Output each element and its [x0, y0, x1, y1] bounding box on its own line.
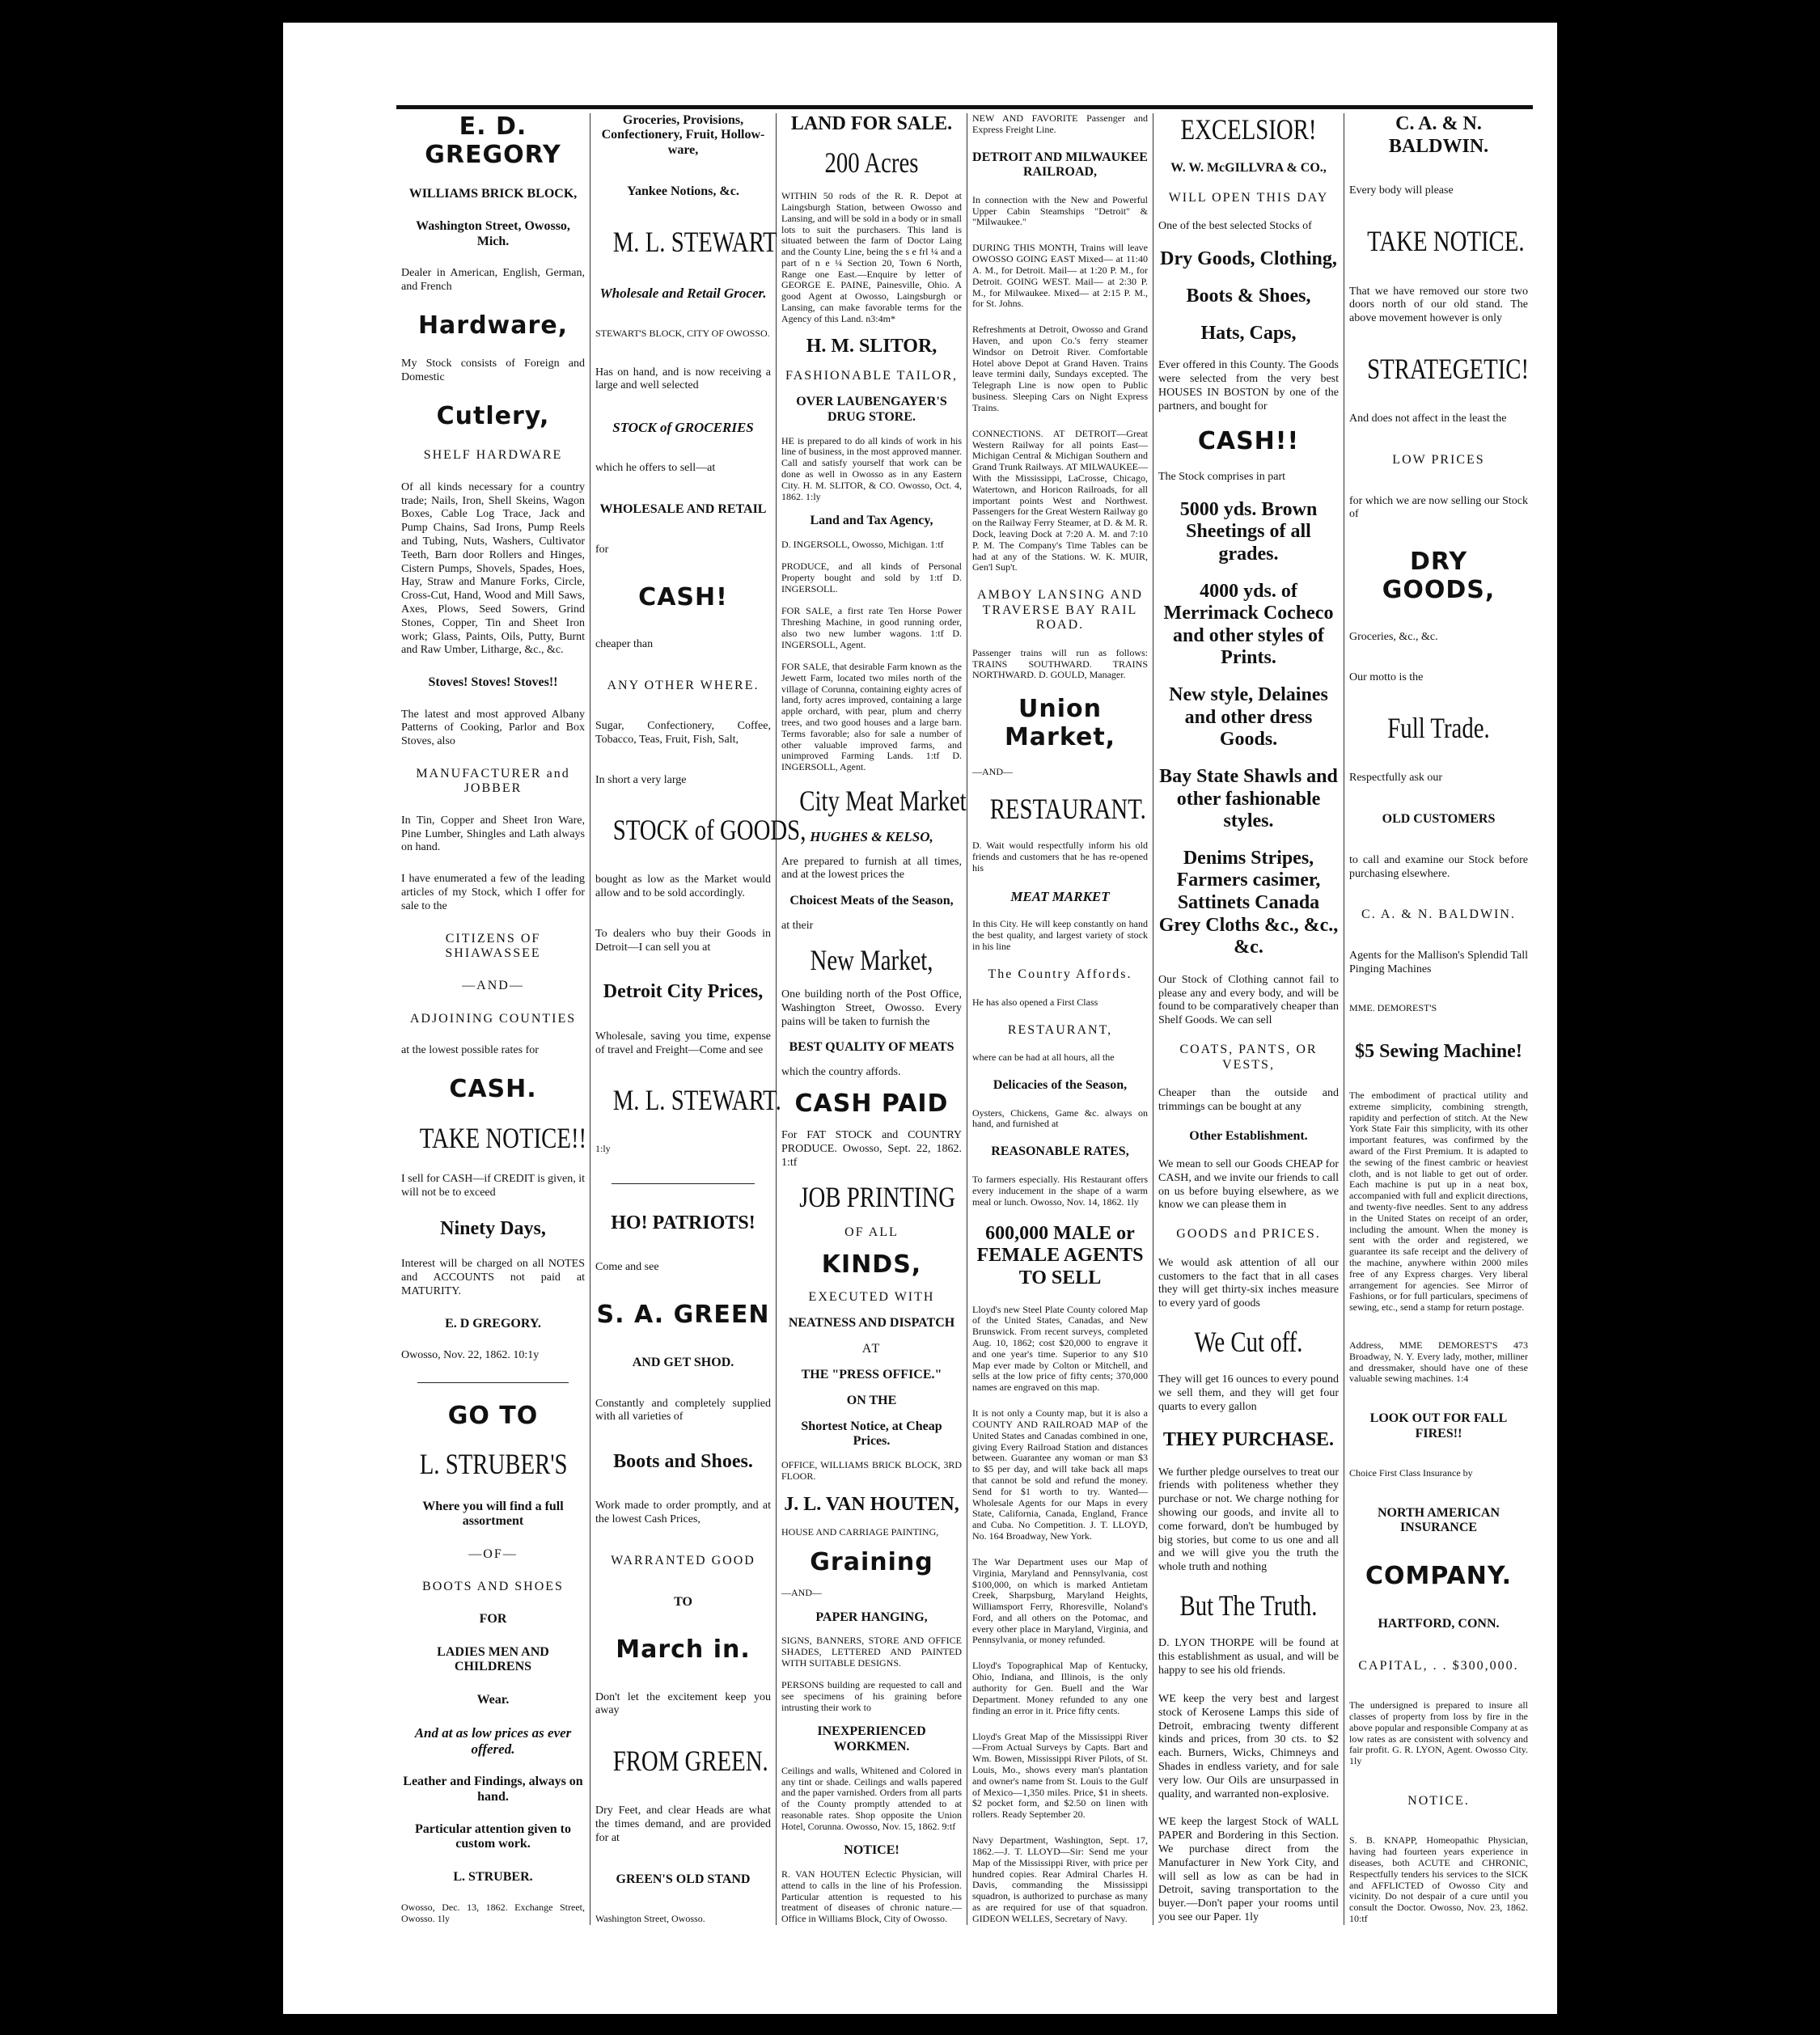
article-text: Passenger trains will run as follows: TRAINS SOUTHWARD. TRAINS NORTHWARD. D. GOULD, Manager.	[972, 646, 1148, 681]
ad-heading: E. D GREGORY.	[445, 1316, 541, 1331]
column-baldwin	[1344, 113, 1533, 1925]
ad-heading: EXCELSIOR!	[1180, 113, 1317, 146]
ad-heading: NORTH AMERICAN INSURANCE	[1378, 1505, 1500, 1535]
ad-heading: KINDS,	[821, 1250, 922, 1280]
ad-heading: ON THE	[846, 1394, 897, 1408]
ad-heading: New style, Delaines and other dress Goods.	[1169, 684, 1328, 751]
article-text: PERSONS building are requested to call and see specimens of his graining before intrusting their work to	[781, 1679, 962, 1714]
ad-heading: SHELF HARDWARE	[423, 448, 563, 463]
article-text: SIGNS, BANNERS, STORE AND OFFICE SHADES, LETTERED AND PAINTED WITH SUITABLE DESIGNS.	[781, 1635, 962, 1669]
ad-heading: LAND FOR SALE.	[790, 113, 953, 134]
article-text: Groceries, &c., &c.	[1349, 631, 1438, 644]
article-text: WE keep the largest Stock of WALL PAPER and Bordering in this Section. We purchase direct from the Manufacturer in New York City, and will sell as low as can be had in Detroit, saving transportation to the buyer.—Don't paper your rooms until you see our Paper. 1ly	[1158, 1816, 1339, 1923]
ad-heading: Bay State Shawls and other fashionable styles.	[1159, 765, 1338, 832]
article-text: Owosso, Dec. 13, 1862. Exchange Street, Owosso. 1ly	[401, 1902, 585, 1924]
article-text: Wholesale, saving you time, expense of travel and Freight—Come and see	[595, 1030, 771, 1056]
article-text: Every body will please	[1349, 184, 1454, 197]
article-text: He has also opened a First Class	[972, 996, 1098, 1008]
ad-heading: NOTICE.	[1407, 1793, 1470, 1808]
article-text: which he offers to sell—at	[595, 462, 716, 475]
ad-heading: Hardware,	[417, 311, 569, 340]
ad-heading: GO TO	[447, 1401, 539, 1430]
article-text: Agents for the Mallison's Splendid Tall Pinging Machines	[1349, 949, 1528, 975]
ad-heading: LOW PRICES	[1392, 453, 1485, 468]
article-text: D. Wait would respectfully inform his old friends and customers that he has re-opened his	[972, 840, 1148, 874]
ad-heading: Particular attention given to custom work.	[414, 1821, 571, 1851]
article-text: One building north of the Post Office, Washington Street, Owosso. Every pains will be taken to furnish the	[781, 988, 962, 1028]
ad-heading: Land and Tax Agency,	[810, 514, 933, 528]
article-text: DURING THIS MONTH, Trains will leave OWOSSO GOING EAST Mixed— at 11:40 A. M., for Detroit. Mail— at 1:20 P. M., for Detroit. GOING WEST. Mail— at 2:30 P. M., for Milwaukee. Mixed— at 2:15 P. M., for St. Johns.	[972, 242, 1148, 310]
article-text: PRODUCE, and all kinds of Personal Property bought and sold by 1:tf D. INGERSOLL.	[781, 561, 962, 594]
article-text: Has on hand, and is now receiving a large and well selected	[595, 366, 771, 392]
ad-heading: GOODS and PRICES.	[1176, 1227, 1321, 1242]
ad-heading: 200 Acres	[824, 146, 919, 180]
article-text: which the country affords.	[781, 1065, 901, 1078]
column-railroad	[967, 113, 1153, 1925]
article-text: Lloyd's Great Map of the Mississippi River—From Actual Surveys by Capts. Bart and Wm. Bowen, Mississippi River Pilots, of St. Louis, Mo., shows every man's plantation and owner's name from St. Louis to the Gulf of Mexico—1,350 miles. Price, $1 in sheets. $2 pocket form, and $2.50 on linen with rollers. Ready September 20.	[972, 1730, 1148, 1821]
ad-heading: Cutlery,	[436, 401, 550, 430]
article-text: WE keep the very best and largest stock of Kerosene Lamps this side of Detroit, embracing twenty different kinds and prices, from 30 cts. to $2 each. Burners, Wicks, Chimneys and Shades in endless variety, and for sale very low. Our Oils are unsurpassed in quality, and warranted non-explosive.	[1158, 1692, 1339, 1800]
article-text: Lloyd's new Steel Plate County colored Map of the United States, Canadas, and New Brunswick. From recent surveys, completed Aug. 10, 1862; cost $20,000 to engrave it and one year's time. Superior to any $10 Map ever made by Colton or Mitchell, and sells at the low price of fifty cents; 370,000 names are engraved on this map.	[972, 1303, 1148, 1394]
ad-heading: CASH!	[638, 582, 728, 611]
article-text: Owosso, Nov. 22, 1862. 10:1y	[401, 1349, 540, 1362]
ad-heading: THEY PURCHASE.	[1162, 1428, 1335, 1450]
article-text: We mean to sell our Goods CHEAP for CASH, and we invite our friends to call on us before buying elsewhere, as we know we can please them in	[1158, 1158, 1339, 1212]
article-text: Washington Street, Owosso.	[595, 1912, 705, 1924]
article-text: Ceilings and walls, Whitened and Colored in any tint or shade. Ceilings and walls papered and the paper varnished. Orders from all parts of the County promptly attended to at reasonable rates. Shop opposite the Union Hotel, Corunna. Owosso, Nov. 15, 1862. 9:tf	[781, 1764, 962, 1832]
ad-heading: Graining	[810, 1548, 933, 1577]
article-text: —AND—	[972, 765, 1013, 777]
article-text: NEW AND FAVORITE Passenger and Express Freight Line.	[972, 112, 1148, 135]
article-text: In connection with the New and Powerful Upper Cabin Steamships "Detroit" & "Milwaukee."	[972, 193, 1148, 228]
article-text: CONNECTIONS. AT DETROIT—Great Western Railway for all points East—Michigan Central & Michigan Southern and Grand Trunk Railways. AT MILWAUKEE—With the Mississippi, LaCrosse, Chicago, Watertown, and Horicon Railroads, for all important points West and Northwest. Passengers for the Great Western Railway go on the Railway Ferry Steamer, at D. & M. R. Dock, leaving Dock at 7:20 A. M. and 7:10 P. M. The Company's Time Tables can be had at any of the Stations. W. K. MUIR, Gen'l Sup't.	[972, 427, 1148, 573]
article-text: Don't let the excitement keep you away	[595, 1690, 771, 1717]
ad-heading: LOOK OUT FOR FALL FIRES!!	[1369, 1411, 1508, 1441]
article-text: Oysters, Chickens, Game &c. always on hand, and furnished at	[972, 1106, 1148, 1130]
ad-heading: CASH.	[449, 1075, 537, 1104]
ad-heading: New Market,	[810, 944, 933, 977]
ad-heading: INEXPERIENCED WORKMEN.	[817, 1724, 926, 1754]
ad-heading: Detroit City Prices,	[603, 981, 764, 1003]
ad-heading: AND GET SHOD.	[632, 1356, 734, 1370]
ad-heading: Groceries, Provisions, Confectionery, Fruit, Hollow-ware,	[601, 113, 765, 157]
article-text: HE is prepared to do all kinds of work in his line of business, in the most approved manner. Call and satisfy yourself that work can be done as well in Owosso as in any Eastern City. H. M. SLITOR, & CO. Owosso, Oct. 4, 1862. 1:ly	[781, 434, 962, 502]
ad-heading: Shortest Notice, at Cheap Prices.	[801, 1419, 942, 1449]
ad-heading: March in.	[616, 1635, 751, 1665]
ad-heading: ADJOINING COUNTIES	[409, 1011, 577, 1026]
article-text: for	[595, 544, 609, 556]
ad-heading: STOCK of GROCERIES	[612, 419, 754, 435]
article-text: For FAT STOCK and COUNTRY PRODUCE. Owosso, Sept. 22, 1862. 1:tf	[781, 1129, 962, 1169]
article-text: To dealers who buy their Goods in Detroit—I can sell you at	[595, 927, 771, 954]
article-text: We further pledge ourselves to treat our friends with politeness whether they purchase or not. We charge nothing for showing our goods, and invite all to come forward, don't be humbuged by big stories, but come to us one and all and we will give you the truth the whole truth and nothing	[1158, 1466, 1339, 1574]
ad-heading: Where you will find a full assortment	[422, 1499, 564, 1529]
ad-heading: J. L. VAN HOUTEN,	[784, 1493, 959, 1515]
article-text: D. LYON THORPE will be found at this establishment as usual, and will be happy to see his old friends.	[1158, 1637, 1339, 1678]
ad-heading: 4000 yds. of Merrimack Cocheco and other styles of Prints.	[1163, 580, 1334, 669]
divider	[417, 1382, 569, 1383]
ad-heading: PAPER HANGING,	[815, 1610, 928, 1624]
article-text: to call and examine our Stock before purchasing elsewhere.	[1349, 853, 1528, 880]
article-text: The embodiment of practical utility and extreme simplicity, combining strength, rapidity and perfection of stitch. At the New York State Fair this simplicity, with its other important features, was confirmed by the award of the First Premium. It is adapted to the sewing of the finest cambric or heaviest cloth, and is not liable to get out of order. Each machine is put up in a neat box, accompanied with full and explicit directions, and twenty-five needles. Sent to any address in the United States on receipt of an order, including the amount. When the money is sent with the order and registered, we guarantee its safe receipt and the delivery of the machine, anywhere within 2000 miles free of any Express charges. Very liberal arrangement for agencies. See Mirror of Fashions, or for full particulars, specimens of sewing, etc., send a stamp for return postage.	[1349, 1089, 1528, 1314]
ad-heading: HO! PATRIOTS!	[611, 1212, 756, 1233]
ad-heading: C. A. & N. BALDWIN.	[1388, 113, 1489, 157]
article-text: The Stock comprises in part	[1158, 471, 1286, 483]
article-text: They will get 16 ounces to every pound we sell them, and they will get four quarts to every gallon	[1158, 1373, 1339, 1414]
ad-heading: CASH PAID	[794, 1089, 949, 1119]
article-text: STEWART'S BLOCK, CITY OF OWOSSO.	[595, 327, 770, 339]
article-text: Dry Feet, and clear Heads are what the times demand, and are provided for at	[595, 1804, 771, 1844]
ad-heading: M. L. STEWART	[612, 226, 777, 259]
article-text: Cheaper than the outside and trimmings can be bought at any	[1158, 1086, 1339, 1113]
ad-heading: —AND—	[462, 979, 524, 993]
ad-heading: H. M. SLITOR,	[806, 336, 938, 358]
ad-heading: 600,000 MALE or FEMALE AGENTS TO SELL	[976, 1222, 1144, 1288]
column-land-for-sale	[777, 113, 967, 1925]
ad-heading: Stoves! Stoves! Stoves!!	[428, 675, 558, 690]
article-text: The undersigned is prepared to insure all classes of property from loss by fire in the above popular and responsible Company at as low rates as are consistent with solvency and fair profit. G. R. LYON, Agent. Owosso City. 1ly	[1349, 1699, 1528, 1767]
article-text: The War Department uses our Map of Virginia, Maryland and Pennsylvania, cost $100,000, on which is marked Antietam Creek, Sharpsburg, Maryland Heights, Williamsport Ferry, Rhoresville, Noland's Ford, and all others on the Potomac, and every other place in Maryland, Virginia, and Pennsylvania, or money refunded.	[972, 1555, 1148, 1646]
article-text: S. B. KNAPP, Homeopathic Physician, having had fourteen years experience in diseases, both ACUTE and CHRONIC, Respectfully tenders his services to the SICK and AFFLICTED of Owosso City and vicinity. Do not despair of a cure until you consult the Doctor. Owosso, Nov. 23, 1862. 10:tf	[1349, 1834, 1528, 1924]
ad-heading: Choicest Meats of the Season,	[789, 893, 954, 908]
ad-heading: MEAT MARKET	[1010, 888, 1110, 904]
ad-heading: Denims Stripes, Farmers casimer, Sattinets Canada Grey Cloths &c., &c., &c.	[1158, 847, 1339, 958]
article-text: In Tin, Copper and Sheet Iron Ware, Pine Lumber, Shingles and Lath always on hand.	[401, 814, 585, 854]
article-text: cheaper than	[595, 638, 654, 651]
ad-heading: Leather and Findings, always on hand.	[403, 1775, 583, 1804]
article-text: Respectfully ask our	[1349, 772, 1443, 785]
ad-heading: RESTAURANT,	[1007, 1022, 1113, 1037]
ad-heading: Delicacies of the Season,	[993, 1078, 1128, 1093]
ad-heading: TAKE NOTICE!!	[419, 1121, 587, 1154]
ad-heading: DRY GOODS,	[1382, 548, 1496, 604]
article-text: Dealer in American, English, German, and French	[401, 267, 585, 294]
ad-heading: W. W. McGILLVRA & CO.,	[1170, 161, 1327, 176]
ad-heading: Washington Street, Owosso, Mich.	[416, 219, 570, 248]
ad-heading: Boots & Shoes,	[1186, 285, 1311, 307]
top-rule	[396, 105, 1533, 109]
ad-heading: AMBOY LANSING AND TRAVERSE BAY RAIL ROAD.	[977, 588, 1143, 632]
article-text: WITHIN 50 rods of the R. R. Depot at Laingsburgh Station, between Owosso and Lansing, and will be sold in a body or in small lots to suit the purchasers. This land is situated between the farm of Doctor Laing and the County Line, being the s e frl ¼ and a part of n e ¼ Section 20, Town 6 North, Range one East.—Enquire by letter of GEORGE E. PAINE, Painesville, Ohio. A good Agent at Owosso, Laingsburgh or Lansing, can make favorable terms for the Agency of this Land. n3:4m*	[781, 190, 962, 324]
ad-heading: —OF—	[468, 1546, 518, 1561]
ad-heading: E. D. GREGORY	[425, 112, 561, 169]
article-text: Ever offered in this County. The Goods were selected from the very best HOUSES IN BOSTON by one of the partners, and bought for	[1158, 359, 1339, 412]
article-text: MME. DEMOREST'S	[1349, 1002, 1437, 1014]
article-text: In this City. He will keep constantly on hand the best quality, and largest variety of stock in his line	[972, 918, 1148, 952]
article-text: We would ask attention of all our customers to the fact that in all cases they will get thirty-six inches measure to every yard of goods	[1158, 1256, 1339, 1310]
article-text: Choice First Class Insurance by	[1349, 1467, 1473, 1479]
ad-heading: HARTFORD, CONN.	[1378, 1617, 1500, 1631]
ad-heading: CASH!!	[1197, 427, 1300, 456]
ad-heading: Yankee Notions, &c.	[627, 184, 739, 199]
ad-heading: THE "PRESS OFFICE."	[801, 1368, 942, 1382]
ad-heading: LADIES MEN AND CHILDRENS	[437, 1644, 549, 1674]
ad-heading: WILL OPEN THIS DAY	[1168, 190, 1329, 205]
ad-heading: CAPITAL, . . $300,000.	[1358, 1658, 1519, 1673]
ad-heading: Hats, Caps,	[1200, 322, 1297, 344]
ad-heading: And at as low prices as ever offered.	[414, 1725, 572, 1757]
article-text: Address, MME DEMOREST'S 473 Broadway, N. Y. Every lady, mother, milliner and dressmaker, should have one of these valuable sewing machines. 1:4	[1349, 1339, 1528, 1385]
article-text: And does not affect in the least the	[1349, 412, 1507, 425]
ad-heading: DETROIT AND MILWAUKEE RAILROAD,	[972, 150, 1148, 180]
ad-heading: JOB PRINTING	[799, 1181, 956, 1214]
ad-heading: TO	[674, 1595, 692, 1610]
ad-heading: NOTICE!	[844, 1843, 899, 1858]
article-text: HOUSE AND CARRIAGE PAINTING,	[781, 1525, 939, 1538]
ad-heading: MANUFACTURER and JOBBER	[416, 767, 570, 796]
article-text: Interest will be charged on all NOTES and ACCOUNTS not paid at MATURITY.	[401, 1258, 585, 1297]
ad-heading: BEST QUALITY OF MEATS	[789, 1040, 954, 1055]
ad-heading: STOCK of GOODS,	[612, 814, 806, 847]
article-text: FOR SALE, a first rate Ten Horse Power Threshing Machine, in good running order, also two new lumber wagons. 1:tf D. INGERSOLL, Agent.	[781, 605, 962, 650]
ad-heading: OLD CUSTOMERS	[1382, 812, 1496, 827]
article-text: Navy Department, Washington, Sept. 17, 1862.—J. T. LLOYD—Sir: Send me your Map of the Mississippi River, with price per hundred copies. Rear Admiral Charles H. Davis, commanding the Mississippi squadron, is authorized to purchase as many as are required for use of that squadron. GIDEON WELLES, Secretary of Navy.	[972, 1834, 1148, 1924]
article-text: The latest and most approved Albany Patterns of Cooking, Parlor and Box Stoves, also	[401, 708, 585, 748]
ad-heading: FASHIONABLE TAILOR,	[785, 369, 958, 383]
column-gregory	[396, 113, 590, 1925]
ad-heading: Boots and Shoes.	[613, 1450, 753, 1472]
ad-heading: REASONABLE RATES,	[991, 1144, 1129, 1159]
article-text: To farmers especially. His Restaurant offers every inducement in the shape of a warm meal or lunch. Owosso, Nov. 14, 1862. 1ly	[972, 1174, 1148, 1208]
ad-heading: Wear.	[476, 1692, 510, 1707]
article-text: Work made to order promptly, and at the lowest Cash Prices,	[595, 1500, 771, 1526]
ad-heading: NEATNESS AND DISPATCH	[788, 1316, 955, 1331]
ad-heading: C. A. & N. BALDWIN.	[1361, 908, 1516, 922]
article-text: at the lowest possible rates for	[401, 1044, 539, 1057]
article-text: Our motto is the	[1349, 671, 1424, 684]
article-text: Come and see	[595, 1261, 659, 1274]
ad-heading: ANY OTHER WHERE.	[607, 678, 760, 692]
ad-heading: The Country Affords.	[988, 967, 1132, 981]
ad-heading: Wholesale and Retail Grocer.	[599, 286, 767, 302]
ad-heading: HUGHES & KELSO,	[810, 828, 933, 844]
article-text: In short a very large	[595, 773, 687, 786]
ad-heading: AT	[861, 1342, 882, 1356]
ad-heading: COMPANY.	[1365, 1561, 1513, 1590]
ad-heading: FOR	[479, 1612, 507, 1627]
ad-heading: TAKE NOTICE.	[1367, 225, 1525, 258]
article-text: 1:ly	[595, 1143, 611, 1155]
article-text: It is not only a County map, but it is also a COUNTY AND RAILROAD MAP of the United States and Canadas combined in one, giving Every Railroad Station and distances between. Guarantee any woman or man $3 to $5 per day, and will take back all maps that cannot be sold and refund the money. Send for $1 worth to try. Wanted—Wholesale Agents for our Maps in every State, California, Canada, England, France and Cuba. No Competition. J. T. LLOYD, No. 164 Broadway, New York.	[972, 1407, 1148, 1542]
ad-heading: Other Establishment.	[1189, 1128, 1308, 1143]
article-text: for which we are now selling our Stock of	[1349, 494, 1528, 521]
ad-heading: M. L. STEWART.	[612, 1084, 781, 1117]
ad-heading: Dry Goods, Clothing,	[1160, 248, 1337, 270]
article-text: at their	[781, 919, 814, 932]
ad-heading: L. STRUBER.	[453, 1869, 533, 1884]
article-text: —AND—	[781, 1587, 822, 1599]
column-excelsior	[1153, 113, 1344, 1925]
ad-heading: EXECUTED WITH	[808, 1290, 935, 1305]
divider	[612, 1183, 755, 1184]
ad-heading: 5000 yds. Brown Sheetings of all grades.	[1179, 498, 1318, 565]
ad-heading: FROM GREEN.	[612, 1745, 768, 1778]
ad-heading: L. STRUBER'S	[419, 1448, 568, 1481]
ad-heading: S. A. GREEN	[596, 1300, 770, 1329]
ad-heading: OF ALL	[844, 1225, 899, 1240]
ad-heading: RESTAURANT.	[989, 792, 1146, 825]
ad-heading: BOOTS AND SHOES	[422, 1580, 564, 1593]
ad-heading: City Meat Market	[799, 784, 967, 817]
article-text: OFFICE, WILLIAMS BRICK BLOCK, 3RD FLOOR.	[781, 1459, 962, 1483]
article-text: Refreshments at Detroit, Owosso and Grand Haven, and upon Co.'s ferry steamer Windsor on Detroit River. Comfortable Hotel above Depot at Grand Haven. Trains leave termini daily, Sundays excepted. The Telegraph Line is now open to Public business. Sleeping Cars on Night Express Trains.	[972, 324, 1148, 413]
ad-heading: We Cut off.	[1194, 1326, 1303, 1359]
article-text: Lloyd's Topographical Map of Kentucky, Ohio, Indiana, and Illinois, is the only authority for Gen. Buell and the War Department. Money refunded to any one finding an error in it. Price fifty cents.	[972, 1660, 1148, 1716]
ad-heading: CITIZENS OF SHIAWASSEE	[445, 931, 541, 961]
ad-heading: WARRANTED GOOD	[611, 1553, 756, 1568]
article-text: One of the best selected Stocks of	[1158, 220, 1312, 233]
ad-heading: WILLIAMS BRICK BLOCK,	[408, 187, 578, 201]
ad-heading: OVER LAUBENGAYER'S DRUG STORE.	[796, 395, 947, 424]
article-text: That we have removed our store two doors north of our old stand. The above movement however is only	[1349, 285, 1528, 325]
ad-heading: Full Trade.	[1387, 712, 1490, 745]
article-text: Constantly and completely supplied with all varieties of	[595, 1397, 771, 1424]
ad-heading: STRATEGETIC!	[1367, 352, 1530, 385]
ad-heading: Union Market,	[1004, 695, 1116, 751]
article-text: Of all kinds necessary for a country trade; Nails, Iron, Shell Skeins, Wagon Boxes, Cable Log Trace, Jack and Pump Chains, Sad Irons, Pump Reels and Tubing, Nuts, Washers, Cultivator Teeth, Barn door Rollers and Hinges, Cistern Pumps, Shovels, Spades, Hoes, Hay, Straw and Manure Forks, Circle, Cross-Cut, Hand, Wood and Mill Saws, Axes, Plows, Seed Sowers, Grind Stones, Copper, Tin and Sheet Iron work; Glass, Paints, Oils, Putty, Burnt and Raw Umber, Litharge, &c., &c.	[401, 480, 585, 657]
article-text: bought as low as the Market would allow and to be sold accordingly.	[595, 874, 771, 900]
ad-heading: COATS, PANTS, OR VESTS,	[1179, 1043, 1318, 1072]
article-text: Our Stock of Clothing cannot fail to please any and every body, and will be found to be comparatively cheaper than Shelf Goods. We can sell	[1158, 973, 1339, 1027]
ad-heading: WHOLESALE AND RETAIL	[599, 501, 767, 516]
article-text: D. INGERSOLL, Owosso, Michigan. 1:tf	[781, 538, 944, 550]
ad-heading: GREEN'S OLD STAND	[616, 1872, 751, 1886]
article-text: R. VAN HOUTEN Eclectic Physician, will attend to calls in the line of his Profession. Particular attention is requested to his treatment of diseases of chronic nature.—Office in Williams Block, City of Owosso.	[781, 1868, 962, 1925]
article-text: Sugar, Confectionery, Coffee, Tobacco, Teas, Fruit, Fish, Salt,	[595, 720, 771, 746]
ad-heading: Ninety Days,	[440, 1217, 546, 1239]
ad-heading: $5 Sewing Machine!	[1355, 1041, 1522, 1063]
article-text: My Stock consists of Foreign and Domestic	[401, 358, 585, 384]
article-text: where can be had at all hours, all the	[972, 1051, 1115, 1064]
article-text: I have enumerated a few of the leading articles of my Stock, which I offer for sale to the	[401, 873, 585, 912]
ad-heading: But The Truth.	[1179, 1589, 1318, 1622]
article-text: FOR SALE, that desirable Farm known as the Jewett Farm, located two miles north of the village of Corunna, containing eighty acres of land, forty acres improved, containing a large apple orchard, with pear, plum and cherry trees, and two good houses and a large barn. Terms favorable; also for sale a number of other valuable improved farms, and unimproved Farming Lands. 1:tf D. INGERSOLL, Agent.	[781, 661, 962, 773]
article-text: I sell for CASH—if CREDIT is given, it will not be to exceed	[401, 1173, 585, 1199]
article-text: Are prepared to furnish at all times, and at the lowest prices the	[781, 855, 962, 882]
